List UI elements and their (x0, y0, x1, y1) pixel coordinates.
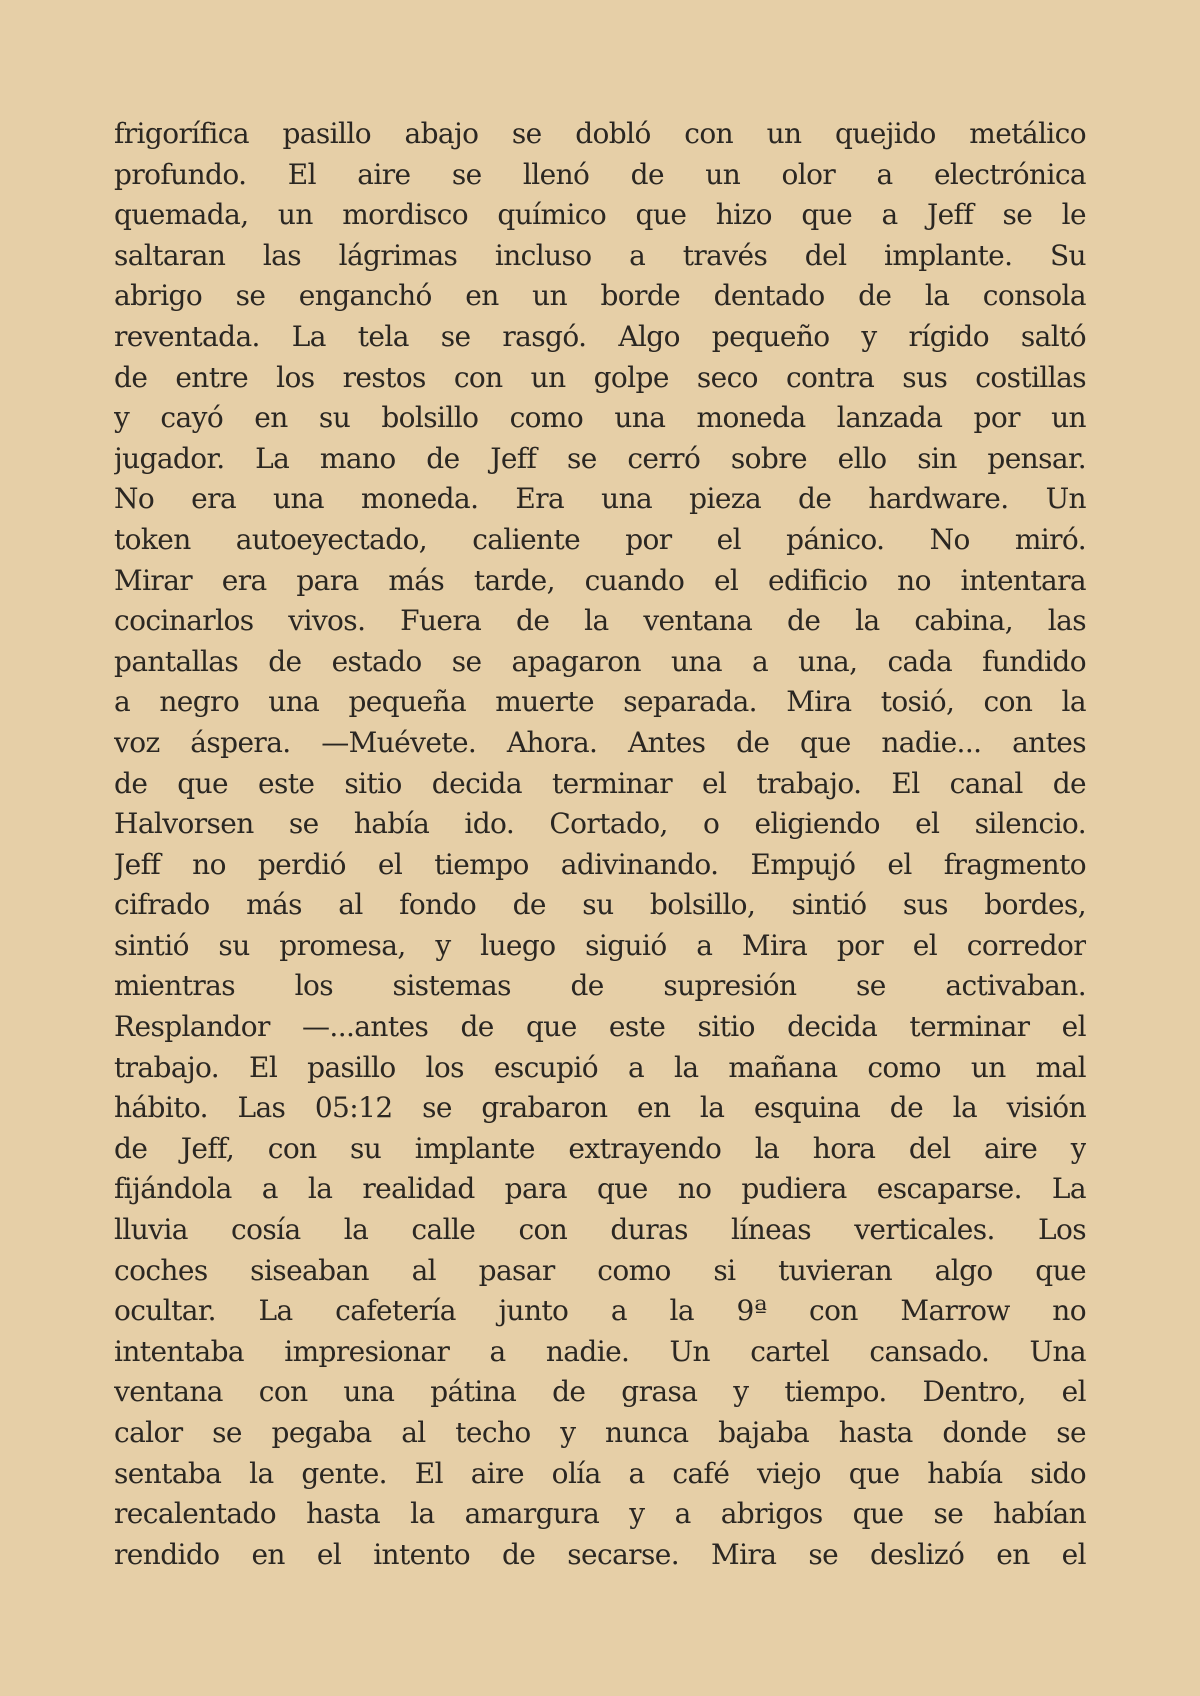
book-page-text (114, 114, 1086, 1575)
text-line: jugador. La mano de Jeff se cerró sobre ello sin pensar. (114, 441, 1086, 475)
text-line: ventana con una pátina de grasa y tiempo. Dentro, el (114, 1375, 1086, 1409)
text-line: mientras los sistemas de supresión se activaban. (114, 969, 1086, 1003)
text-line: token autoeyectado, caliente por el pánico. No miró. (114, 522, 1086, 556)
text-line: Resplandor —...antes de que este sitio decida terminar el (114, 1010, 1086, 1044)
text-line: No era una moneda. Era una pieza de hardware. Un (114, 482, 1086, 516)
text-line: sintió su promesa, y luego siguió a Mira por el corredor (114, 928, 1086, 962)
text-line: hábito. Las 05:12 se grabaron en la esquina de la visión (114, 1091, 1086, 1125)
text-line: lluvia cosía la calle con duras líneas verticales. Los (114, 1213, 1086, 1247)
text-line: calor se pegaba al techo y nunca bajaba hasta donde se (114, 1416, 1086, 1449)
text-line: fijándola a la realidad para que no pudiera escaparse. La (114, 1172, 1086, 1206)
text-line: pantallas de estado se apagaron una a una, cada fundido (114, 644, 1086, 678)
text-line: frigorífica pasillo abajo se dobló con un quejido metálico (114, 117, 1086, 150)
text-line: saltaran las lágrimas incluso a través del implante. Su (114, 238, 1086, 272)
text-line: de Jeff, con su implante extrayendo la hora del aire y (114, 1131, 1086, 1165)
text-line: intentaba impresionar a nadie. Un cartel cansado. Una (114, 1334, 1086, 1368)
text-line: cifrado más al fondo de su bolsillo, sintió sus bordes, (114, 888, 1086, 922)
text-line: reventada. La tela se rasgó. Algo pequeño y rígido saltó (114, 319, 1086, 353)
text-line: sentaba la gente. El aire olía a café viejo que había sido (114, 1456, 1086, 1490)
text-line: de entre los restos con un golpe seco contra sus costillas (114, 360, 1086, 394)
text-line: rendido en el intento de secarse. Mira se deslizó en el (114, 1537, 1086, 1571)
text-line: recalentado hasta la amargura y a abrigos que se habían (114, 1497, 1086, 1531)
text-line: Halvorsen se había ido. Cortado, o eligiendo el silencio. (114, 807, 1086, 841)
text-line: de que este sitio decida terminar el trabajo. El canal de (114, 766, 1086, 800)
text-line: coches siseaban al pasar como si tuvieran algo que (114, 1253, 1086, 1287)
text-line: quemada, un mordisco químico que hizo que a Jeff se le (114, 198, 1086, 232)
text-line: cocinarlos vivos. Fuera de la ventana de la cabina, las (114, 604, 1086, 638)
text-line: voz áspera. —Muévete. Ahora. Antes de que nadie... antes (114, 725, 1086, 759)
text-line: profundo. El aire se llenó de un olor a electrónica (114, 157, 1086, 191)
text-line: abrigo se enganchó en un borde dentado de la consola (114, 279, 1086, 313)
text-line: a negro una pequeña muerte separada. Mira tosió, con la (114, 685, 1086, 719)
text-line: Mirar era para más tarde, cuando el edificio no intentara (114, 563, 1086, 597)
text-line: Jeff no perdió el tiempo adivinando. Empujó el fragmento (114, 847, 1086, 881)
text-line: ocultar. La cafetería junto a la 9ª con Marrow no (114, 1294, 1086, 1328)
text-line: y cayó en su bolsillo como una moneda lanzada por un (114, 401, 1086, 435)
text-line: trabajo. El pasillo los escupió a la mañana como un mal (114, 1050, 1086, 1084)
